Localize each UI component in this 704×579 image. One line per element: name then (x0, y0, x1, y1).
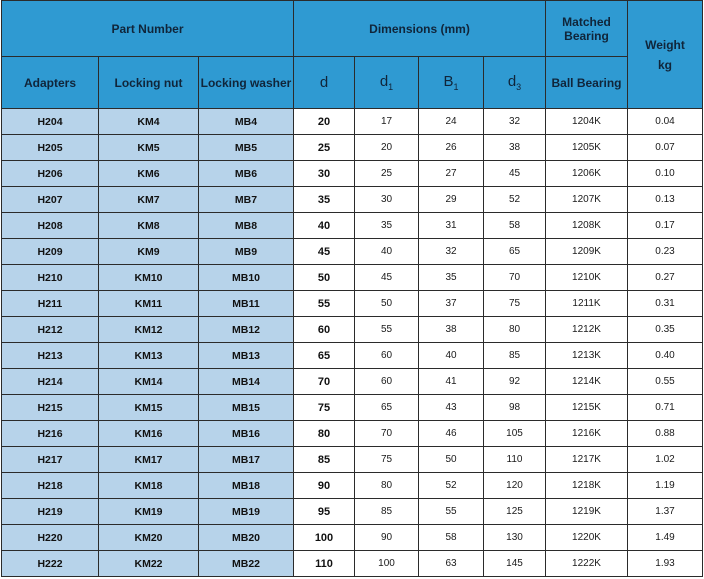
locking-nut-cell: KM8 (99, 213, 199, 239)
weight-cell: 0.04 (628, 109, 703, 135)
locking-washer-cell: MB10 (199, 265, 294, 291)
locking-washer-cell: MB6 (199, 161, 294, 187)
table-row (2, 525, 703, 551)
weight-cell: 0.23 (628, 239, 703, 265)
locking-nut-cell: KM11 (99, 291, 199, 317)
b1-cell: 58 (419, 525, 484, 551)
table-row (2, 161, 703, 187)
d1-cell: 50 (355, 291, 419, 317)
locking-nut-cell: KM20 (99, 525, 199, 551)
weight-cell: 1.02 (628, 447, 703, 473)
d1-cell: 45 (355, 265, 419, 291)
ball-bearing-cell: 1218K (546, 473, 628, 499)
d-cell: 40 (294, 213, 355, 239)
d3-cell: 80 (484, 317, 546, 343)
weight-cell: 0.55 (628, 369, 703, 395)
table-row (2, 499, 703, 525)
d3-cell: 130 (484, 525, 546, 551)
ball-bearing-cell: 1219K (546, 499, 628, 525)
locking-washer-cell: MB5 (199, 135, 294, 161)
table-row (2, 187, 703, 213)
locking-nut-cell: KM19 (99, 499, 199, 525)
d3-cell: 70 (484, 265, 546, 291)
b1-cell: 27 (419, 161, 484, 187)
locking-washer-cell: MB18 (199, 473, 294, 499)
d-cell: 30 (294, 161, 355, 187)
b1-cell: 43 (419, 395, 484, 421)
weight-cell: 1.93 (628, 551, 703, 577)
b1-cell: 41 (419, 369, 484, 395)
d3-cell: 110 (484, 447, 546, 473)
d3-cell: 120 (484, 473, 546, 499)
weight-cell: 0.31 (628, 291, 703, 317)
ball-bearing-header: Ball Bearing (546, 57, 628, 109)
locking-washer-cell: MB8 (199, 213, 294, 239)
locking-nut-cell: KM4 (99, 109, 199, 135)
b1-cell: 52 (419, 473, 484, 499)
header-row-bottom (2, 57, 703, 109)
table-row (2, 447, 703, 473)
d3-cell: 125 (484, 499, 546, 525)
locking-washer-cell: MB16 (199, 421, 294, 447)
d-cell: 25 (294, 135, 355, 161)
locking-washer-cell: MB22 (199, 551, 294, 577)
locking-washer-cell: MB4 (199, 109, 294, 135)
d1-cell: 25 (355, 161, 419, 187)
locking-nut-cell: KM12 (99, 317, 199, 343)
d-cell: 35 (294, 187, 355, 213)
b1-header: $B_1$ (419, 57, 484, 109)
d1-header: $d_1$ (355, 57, 419, 109)
adapter-cell: H208 (2, 213, 99, 239)
d1-cell: 20 (355, 135, 419, 161)
d1-cell: 75 (355, 447, 419, 473)
locking-nut-header: Locking nut (99, 57, 199, 109)
weight-cell: 0.13 (628, 187, 703, 213)
weight-unit-label: kg (657, 57, 672, 72)
d3-header: $d_3$ (484, 57, 546, 109)
d1-cell: 55 (355, 317, 419, 343)
matched-bearing-line1: Matched (562, 14, 611, 29)
table-row (2, 109, 703, 135)
d-cell: 90 (294, 473, 355, 499)
d3-cell: 98 (484, 395, 546, 421)
locking-nut-cell: KM6 (99, 161, 199, 187)
adapter-cell: H204 (2, 109, 99, 135)
d-cell: 55 (294, 291, 355, 317)
weight-cell: 0.27 (628, 265, 703, 291)
d3-cell: 38 (484, 135, 546, 161)
d3-cell: 45 (484, 161, 546, 187)
adapter-cell: H210 (2, 265, 99, 291)
weight-cell: 0.40 (628, 343, 703, 369)
locking-washer-cell: MB19 (199, 499, 294, 525)
b1-cell: 63 (419, 551, 484, 577)
table-row (2, 473, 703, 499)
ball-bearing-cell: 1211K (546, 291, 628, 317)
d3-cell: 65 (484, 239, 546, 265)
d-cell: 100 (294, 525, 355, 551)
locking-washer-cell: MB14 (199, 369, 294, 395)
d-cell: 45 (294, 239, 355, 265)
d3-cell: 52 (484, 187, 546, 213)
part-number-header: Part Number (2, 1, 294, 57)
adapter-cell: H207 (2, 187, 99, 213)
b1-cell: 46 (419, 421, 484, 447)
adapter-cell: H214 (2, 369, 99, 395)
ball-bearing-cell: 1215K (546, 395, 628, 421)
table-row (2, 421, 703, 447)
b1-cell: 29 (419, 187, 484, 213)
header-row-top (2, 1, 703, 57)
locking-washer-header: Locking washer (199, 57, 294, 109)
weight-cell: 0.17 (628, 213, 703, 239)
d-cell: 60 (294, 317, 355, 343)
locking-nut-cell: KM17 (99, 447, 199, 473)
locking-nut-cell: KM14 (99, 369, 199, 395)
ball-bearing-cell: 1205K (546, 135, 628, 161)
ball-bearing-cell: 1222K (546, 551, 628, 577)
table-row (2, 551, 703, 577)
table-row (2, 343, 703, 369)
d1-cell: 30 (355, 187, 419, 213)
d1-cell: 85 (355, 499, 419, 525)
adapter-cell: H215 (2, 395, 99, 421)
locking-nut-cell: KM15 (99, 395, 199, 421)
table-body (2, 109, 703, 577)
d1-cell: 65 (355, 395, 419, 421)
d1-cell: 70 (355, 421, 419, 447)
adapter-cell: H218 (2, 473, 99, 499)
weight-cell: 0.71 (628, 395, 703, 421)
b1-cell: 50 (419, 447, 484, 473)
b1-cell: 38 (419, 317, 484, 343)
adapter-cell: H220 (2, 525, 99, 551)
locking-washer-cell: MB12 (199, 317, 294, 343)
ball-bearing-cell: 1206K (546, 161, 628, 187)
locking-nut-cell: KM10 (99, 265, 199, 291)
adapter-sleeve-spec-table (1, 0, 703, 577)
ball-bearing-cell: 1216K (546, 421, 628, 447)
adapters-header: Adapters (2, 57, 99, 109)
locking-washer-cell: MB9 (199, 239, 294, 265)
locking-nut-cell: KM18 (99, 473, 199, 499)
d3-cell: 75 (484, 291, 546, 317)
b1-cell: 31 (419, 213, 484, 239)
locking-nut-cell: KM5 (99, 135, 199, 161)
d-cell: 50 (294, 265, 355, 291)
d3-cell: 32 (484, 109, 546, 135)
d-cell: 20 (294, 109, 355, 135)
locking-nut-cell: KM16 (99, 421, 199, 447)
adapter-cell: H206 (2, 161, 99, 187)
weight-cell: 1.49 (628, 525, 703, 551)
adapter-cell: H216 (2, 421, 99, 447)
table-row (2, 265, 703, 291)
b1-cell: 55 (419, 499, 484, 525)
b1-cell: 26 (419, 135, 484, 161)
adapter-cell: H213 (2, 343, 99, 369)
table-row (2, 239, 703, 265)
ball-bearing-cell: 1209K (546, 239, 628, 265)
b1-cell: 40 (419, 343, 484, 369)
table-row (2, 317, 703, 343)
weight-label: Weight (645, 37, 685, 52)
ball-bearing-cell: 1210K (546, 265, 628, 291)
locking-nut-cell: KM7 (99, 187, 199, 213)
table-row (2, 395, 703, 421)
ball-bearing-cell: 1213K (546, 343, 628, 369)
d1-cell: 17 (355, 109, 419, 135)
table-row (2, 213, 703, 239)
d1-cell: 90 (355, 525, 419, 551)
weight-cell: 0.88 (628, 421, 703, 447)
weight-cell: 0.07 (628, 135, 703, 161)
d-header: d (294, 57, 355, 109)
locking-washer-cell: MB11 (199, 291, 294, 317)
ball-bearing-cell: 1208K (546, 213, 628, 239)
ball-bearing-cell: 1214K (546, 369, 628, 395)
adapter-cell: H205 (2, 135, 99, 161)
d3-cell: 92 (484, 369, 546, 395)
weight-cell: 1.37 (628, 499, 703, 525)
locking-washer-cell: MB15 (199, 395, 294, 421)
d-cell: 70 (294, 369, 355, 395)
b1-cell: 32 (419, 239, 484, 265)
b1-cell: 24 (419, 109, 484, 135)
matched-bearing-line2: Bearing (564, 28, 609, 43)
dimensions-header: Dimensions (mm) (294, 1, 546, 57)
d-cell: 95 (294, 499, 355, 525)
weight-header (628, 1, 703, 109)
adapter-cell: H209 (2, 239, 99, 265)
weight-cell: 1.19 (628, 473, 703, 499)
locking-nut-cell: KM13 (99, 343, 199, 369)
locking-washer-cell: MB13 (199, 343, 294, 369)
locking-nut-cell: KM22 (99, 551, 199, 577)
d1-cell: 60 (355, 343, 419, 369)
b1-cell: 35 (419, 265, 484, 291)
adapter-cell: H212 (2, 317, 99, 343)
d-cell: 75 (294, 395, 355, 421)
ball-bearing-cell: 1207K (546, 187, 628, 213)
d-cell: 65 (294, 343, 355, 369)
adapter-cell: H211 (2, 291, 99, 317)
locking-washer-cell: MB17 (199, 447, 294, 473)
adapter-cell: H217 (2, 447, 99, 473)
d1-cell: 60 (355, 369, 419, 395)
locking-nut-cell: KM9 (99, 239, 199, 265)
d3-cell: 145 (484, 551, 546, 577)
table-row (2, 135, 703, 161)
ball-bearing-cell: 1217K (546, 447, 628, 473)
ball-bearing-cell: 1212K (546, 317, 628, 343)
table-row (2, 369, 703, 395)
ball-bearing-cell: 1220K (546, 525, 628, 551)
ball-bearing-cell: 1204K (546, 109, 628, 135)
locking-washer-cell: MB20 (199, 525, 294, 551)
d1-cell: 80 (355, 473, 419, 499)
b1-cell: 37 (419, 291, 484, 317)
locking-washer-cell: MB7 (199, 187, 294, 213)
weight-cell: 0.35 (628, 317, 703, 343)
d3-cell: 105 (484, 421, 546, 447)
adapter-cell: H222 (2, 551, 99, 577)
table-row (2, 291, 703, 317)
d3-cell: 85 (484, 343, 546, 369)
d3-cell: 58 (484, 213, 546, 239)
d1-cell: 40 (355, 239, 419, 265)
matched-bearing-header (546, 1, 628, 57)
adapter-cell: H219 (2, 499, 99, 525)
d-cell: 110 (294, 551, 355, 577)
weight-cell: 0.10 (628, 161, 703, 187)
d-cell: 85 (294, 447, 355, 473)
d1-cell: 35 (355, 213, 419, 239)
d1-cell: 100 (355, 551, 419, 577)
d-cell: 80 (294, 421, 355, 447)
